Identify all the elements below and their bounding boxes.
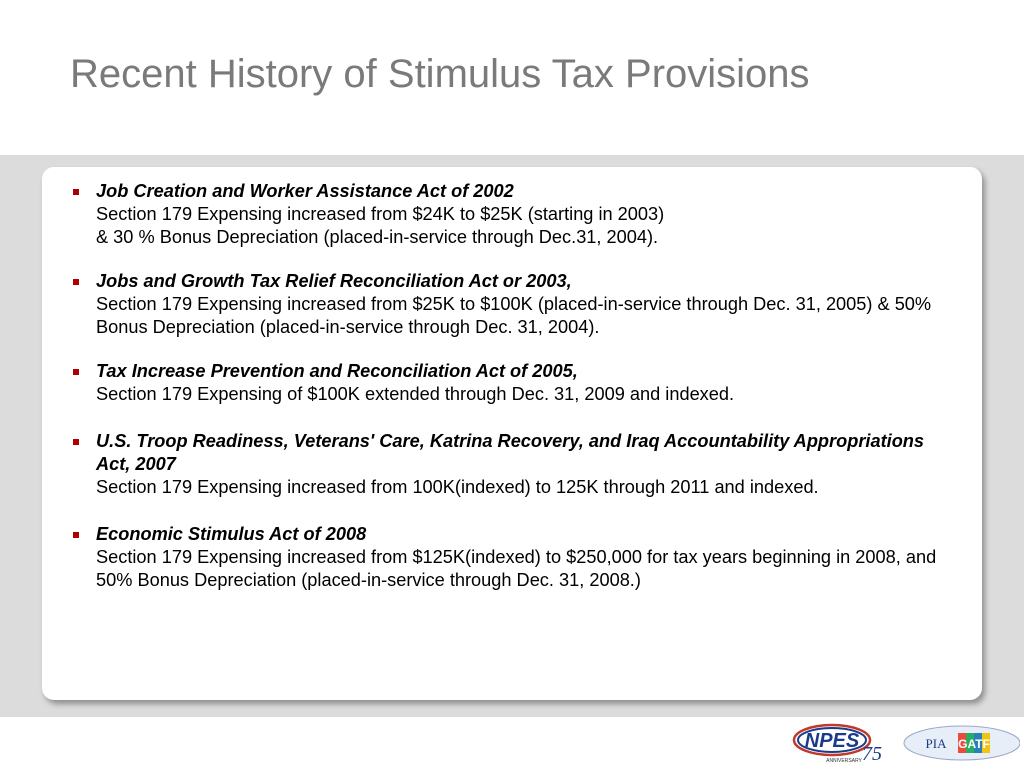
bullet-list <box>70 180 950 592</box>
act-description: Section 179 Expensing increased from $125K(indexed) to $250,000 for tax years beginning in 2008, and 50% Bonus Depreciation (placed-in-service through Dec. 31, 2008.) <box>96 547 937 590</box>
act-description: Section 179 Expensing increased from $24K to $25K (starting in 2003) & 30 % Bonus Depreciation (placed-in-service through Dec.31, 2004). <box>96 204 665 247</box>
bullet-square-icon <box>73 532 79 538</box>
bullet-square-icon <box>73 279 79 285</box>
act-name: Jobs and Growth Tax Relief Reconciliation Act or 2003, <box>96 271 572 291</box>
npes-logo-sub: ANNIVERSARY <box>826 758 862 764</box>
npes-logo <box>792 722 884 764</box>
npes-logo-text: NPES <box>804 730 860 752</box>
act-description: Section 179 Expensing of $100K extended through Dec. 31, 2009 and indexed. <box>96 384 735 404</box>
npes-logo-number: 75 <box>862 743 882 764</box>
list-item <box>70 430 950 499</box>
list-item <box>70 360 950 406</box>
act-name: U.S. Troop Readiness, Veterans' Care, Katrina Recovery, and Iraq Accountability Appropriations Act, 2007 <box>96 431 925 474</box>
list-item <box>70 270 950 339</box>
gatf-logo-text: GATF <box>958 737 990 751</box>
list-item <box>70 523 950 592</box>
pia-gatf-logo <box>900 724 1020 762</box>
bullet-square-icon <box>73 189 79 195</box>
act-description: Section 179 Expensing increased from 100K(indexed) to 125K through 2011 and indexed. <box>96 477 819 497</box>
slide-title: Recent History of Stimulus Tax Provisions <box>70 52 810 96</box>
pia-logo-text: PIA <box>925 736 947 751</box>
list-item <box>70 180 950 249</box>
bullet-square-icon <box>73 369 79 375</box>
bullet-square-icon <box>73 439 79 445</box>
act-name: Tax Increase Prevention and Reconciliation Act of 2005, <box>96 361 578 381</box>
act-description: Section 179 Expensing increased from $25K to $100K (placed-in-service through Dec. 31, 2005) & 50% Bonus Depreciation (placed-in-service through Dec. 31, 2004). <box>96 294 932 337</box>
act-name: Job Creation and Worker Assistance Act of 2002 <box>96 181 514 201</box>
act-name: Economic Stimulus Act of 2008 <box>96 524 367 544</box>
